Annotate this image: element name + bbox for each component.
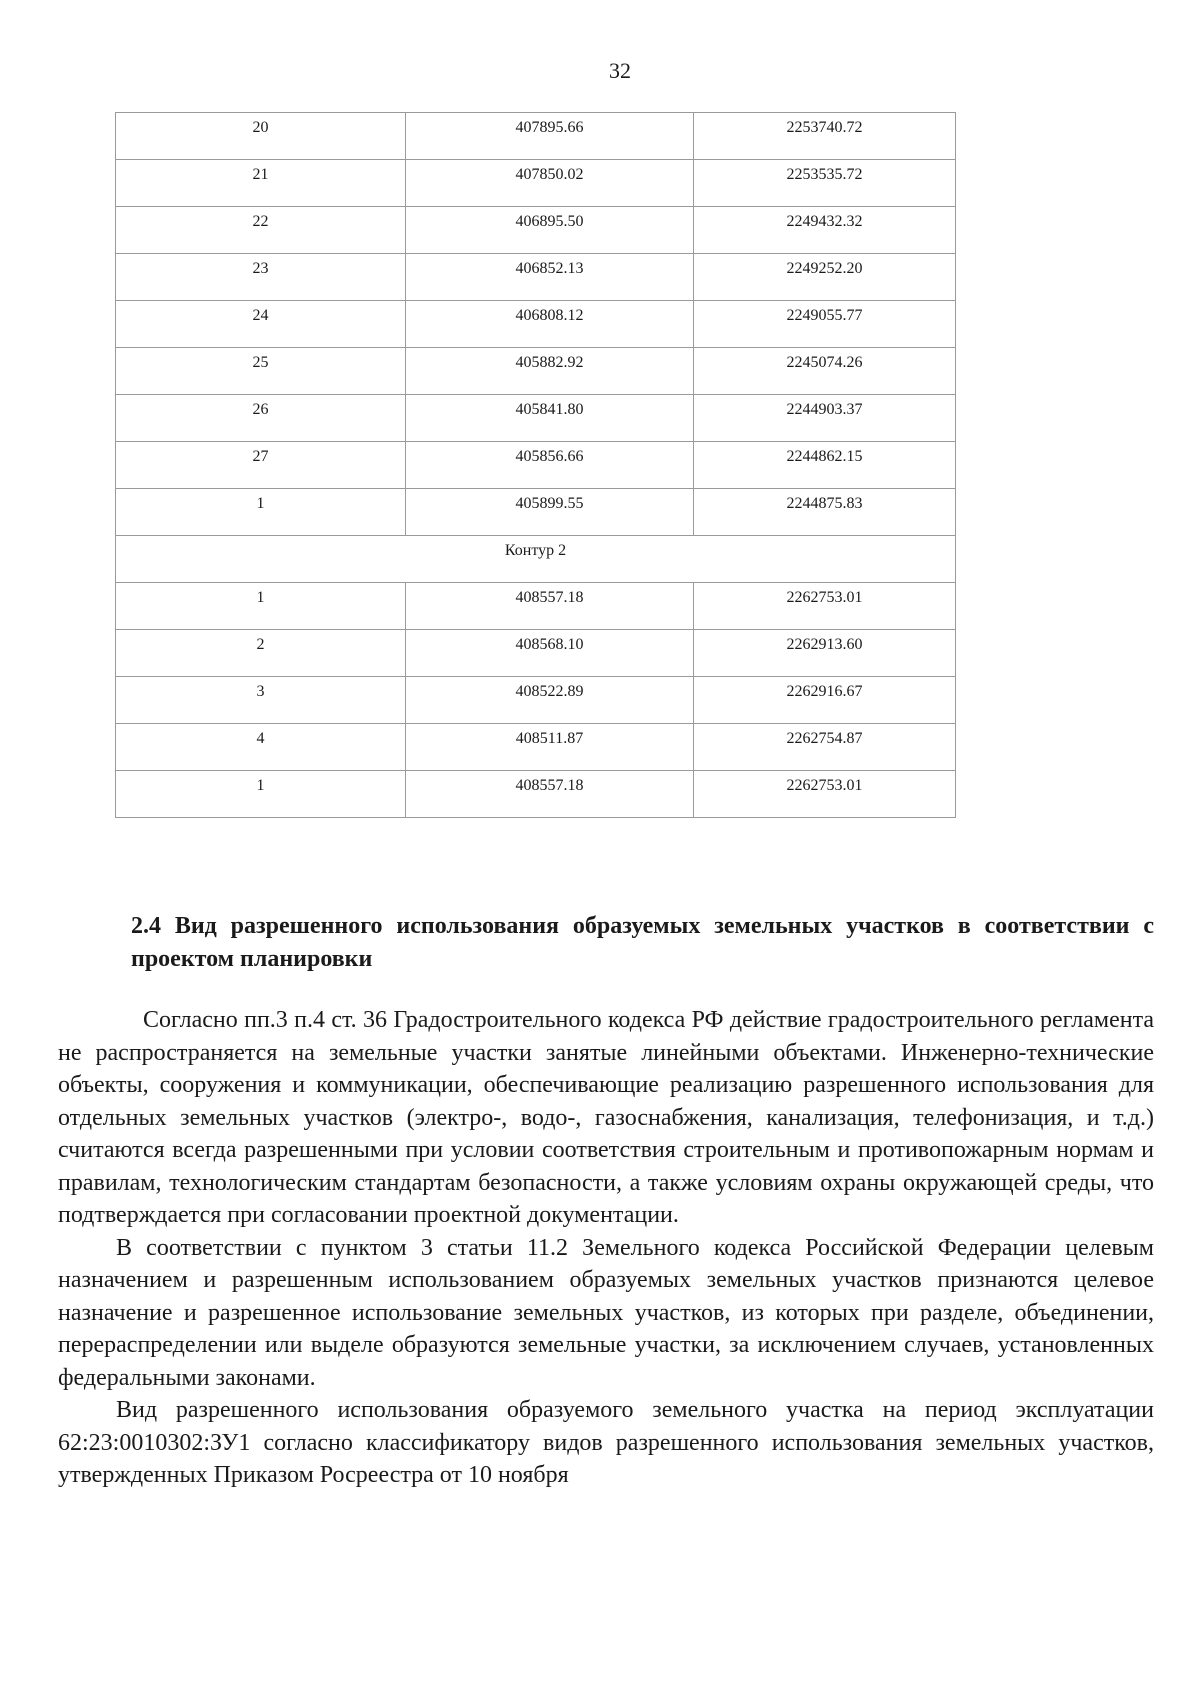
cell-x: 405882.92	[406, 348, 694, 395]
paragraph: Согласно пп.3 п.4 ст. 36 Градостроительного кодекса РФ действие градостроительного регламента не распространяется на земельные участки занятые линейными объектами. Инженерно-технические объекты, сооружения и коммуникации, обеспечивающие реализацию разрешенного использования для отдельных земельных участков (электро-, водо-, газоснабжения, канализация, телефонизация, и т.д.) считаются всегда разрешенными при условии соответствия строительным и противопожарным нормам и правилам, технологическим стандартам безопасности, а также условиям охраны окружающей среды, что подтверждается при согласовании проектной документации.	[58, 1007, 1154, 1228]
cell-x: 408557.18	[406, 771, 694, 818]
paragraph: В соответствии с пунктом 3 статьи 11.2 Земельного кодекса Российской Федерации целевым назначением и разрешенным использованием образуемых земельных участков признаются целевое назначение и разрешенное использование земельных участков, из которых при разделе, объединении, перераспределении или выделе образуются земельные участки, за исключением случаев, установленных федеральными законами.	[58, 1234, 1154, 1391]
section-heading-text: 2.4 Вид разрешенного использования образуемых земельных участков в соответствии с проектом планировки	[131, 913, 1154, 972]
table-row	[116, 348, 956, 395]
cell-y: 2244903.37	[694, 395, 956, 442]
table-row	[116, 160, 956, 207]
contour-header-row	[116, 536, 956, 583]
cell-x: 408511.87	[406, 724, 694, 771]
section-body	[58, 1004, 1154, 1492]
table-row	[116, 254, 956, 301]
table-row	[116, 771, 956, 818]
cell-point: 23	[116, 254, 406, 301]
cell-x: 408557.18	[406, 583, 694, 630]
cell-y: 2262916.67	[694, 677, 956, 724]
cell-y: 2249055.77	[694, 301, 956, 348]
cell-point: 25	[116, 348, 406, 395]
cell-y: 2245074.26	[694, 348, 956, 395]
paragraph: Вид разрешенного использования образуемого земельного участка на период эксплуатации 62:23:0010302:ЗУ1 согласно классификатору видов разрешенного использования земельных участков, утвержденных Приказом Росреестра от 10 ноября	[58, 1397, 1154, 1488]
cell-point: 22	[116, 207, 406, 254]
cell-y: 2249252.20	[694, 254, 956, 301]
cell-x: 405841.80	[406, 395, 694, 442]
cell-x: 408522.89	[406, 677, 694, 724]
cell-x: 407895.66	[406, 113, 694, 160]
cell-y: 2253740.72	[694, 113, 956, 160]
cell-point: 26	[116, 395, 406, 442]
cell-point: 1	[116, 489, 406, 536]
table-row	[116, 113, 956, 160]
table-row	[116, 442, 956, 489]
coordinates-table-body	[116, 113, 956, 818]
cell-point: 4	[116, 724, 406, 771]
table-row	[116, 630, 956, 677]
cell-y: 2262753.01	[694, 583, 956, 630]
table-row	[116, 489, 956, 536]
cell-point: 24	[116, 301, 406, 348]
cell-point: 27	[116, 442, 406, 489]
cell-x: 408568.10	[406, 630, 694, 677]
cell-point: 21	[116, 160, 406, 207]
cell-point: 1	[116, 771, 406, 818]
cell-point: 3	[116, 677, 406, 724]
contour-label: Контур 2	[116, 536, 956, 583]
table-row	[116, 583, 956, 630]
cell-x: 406808.12	[406, 301, 694, 348]
table-row	[116, 207, 956, 254]
table-row	[116, 724, 956, 771]
cell-y: 2249432.32	[694, 207, 956, 254]
table-row	[116, 395, 956, 442]
table-row	[116, 301, 956, 348]
cell-y: 2253535.72	[694, 160, 956, 207]
cell-y: 2262754.87	[694, 724, 956, 771]
cell-point: 2	[116, 630, 406, 677]
coordinates-table	[115, 112, 956, 818]
table-row	[116, 677, 956, 724]
cell-point: 20	[116, 113, 406, 160]
page-number: 32	[609, 58, 631, 83]
cell-x: 405899.55	[406, 489, 694, 536]
cell-y: 2262753.01	[694, 771, 956, 818]
cell-x: 406895.50	[406, 207, 694, 254]
cell-point: 1	[116, 583, 406, 630]
cell-y: 2244875.83	[694, 489, 956, 536]
cell-x: 405856.66	[406, 442, 694, 489]
cell-y: 2244862.15	[694, 442, 956, 489]
cell-x: 407850.02	[406, 160, 694, 207]
cell-x: 406852.13	[406, 254, 694, 301]
section-heading	[58, 910, 1154, 976]
cell-y: 2262913.60	[694, 630, 956, 677]
